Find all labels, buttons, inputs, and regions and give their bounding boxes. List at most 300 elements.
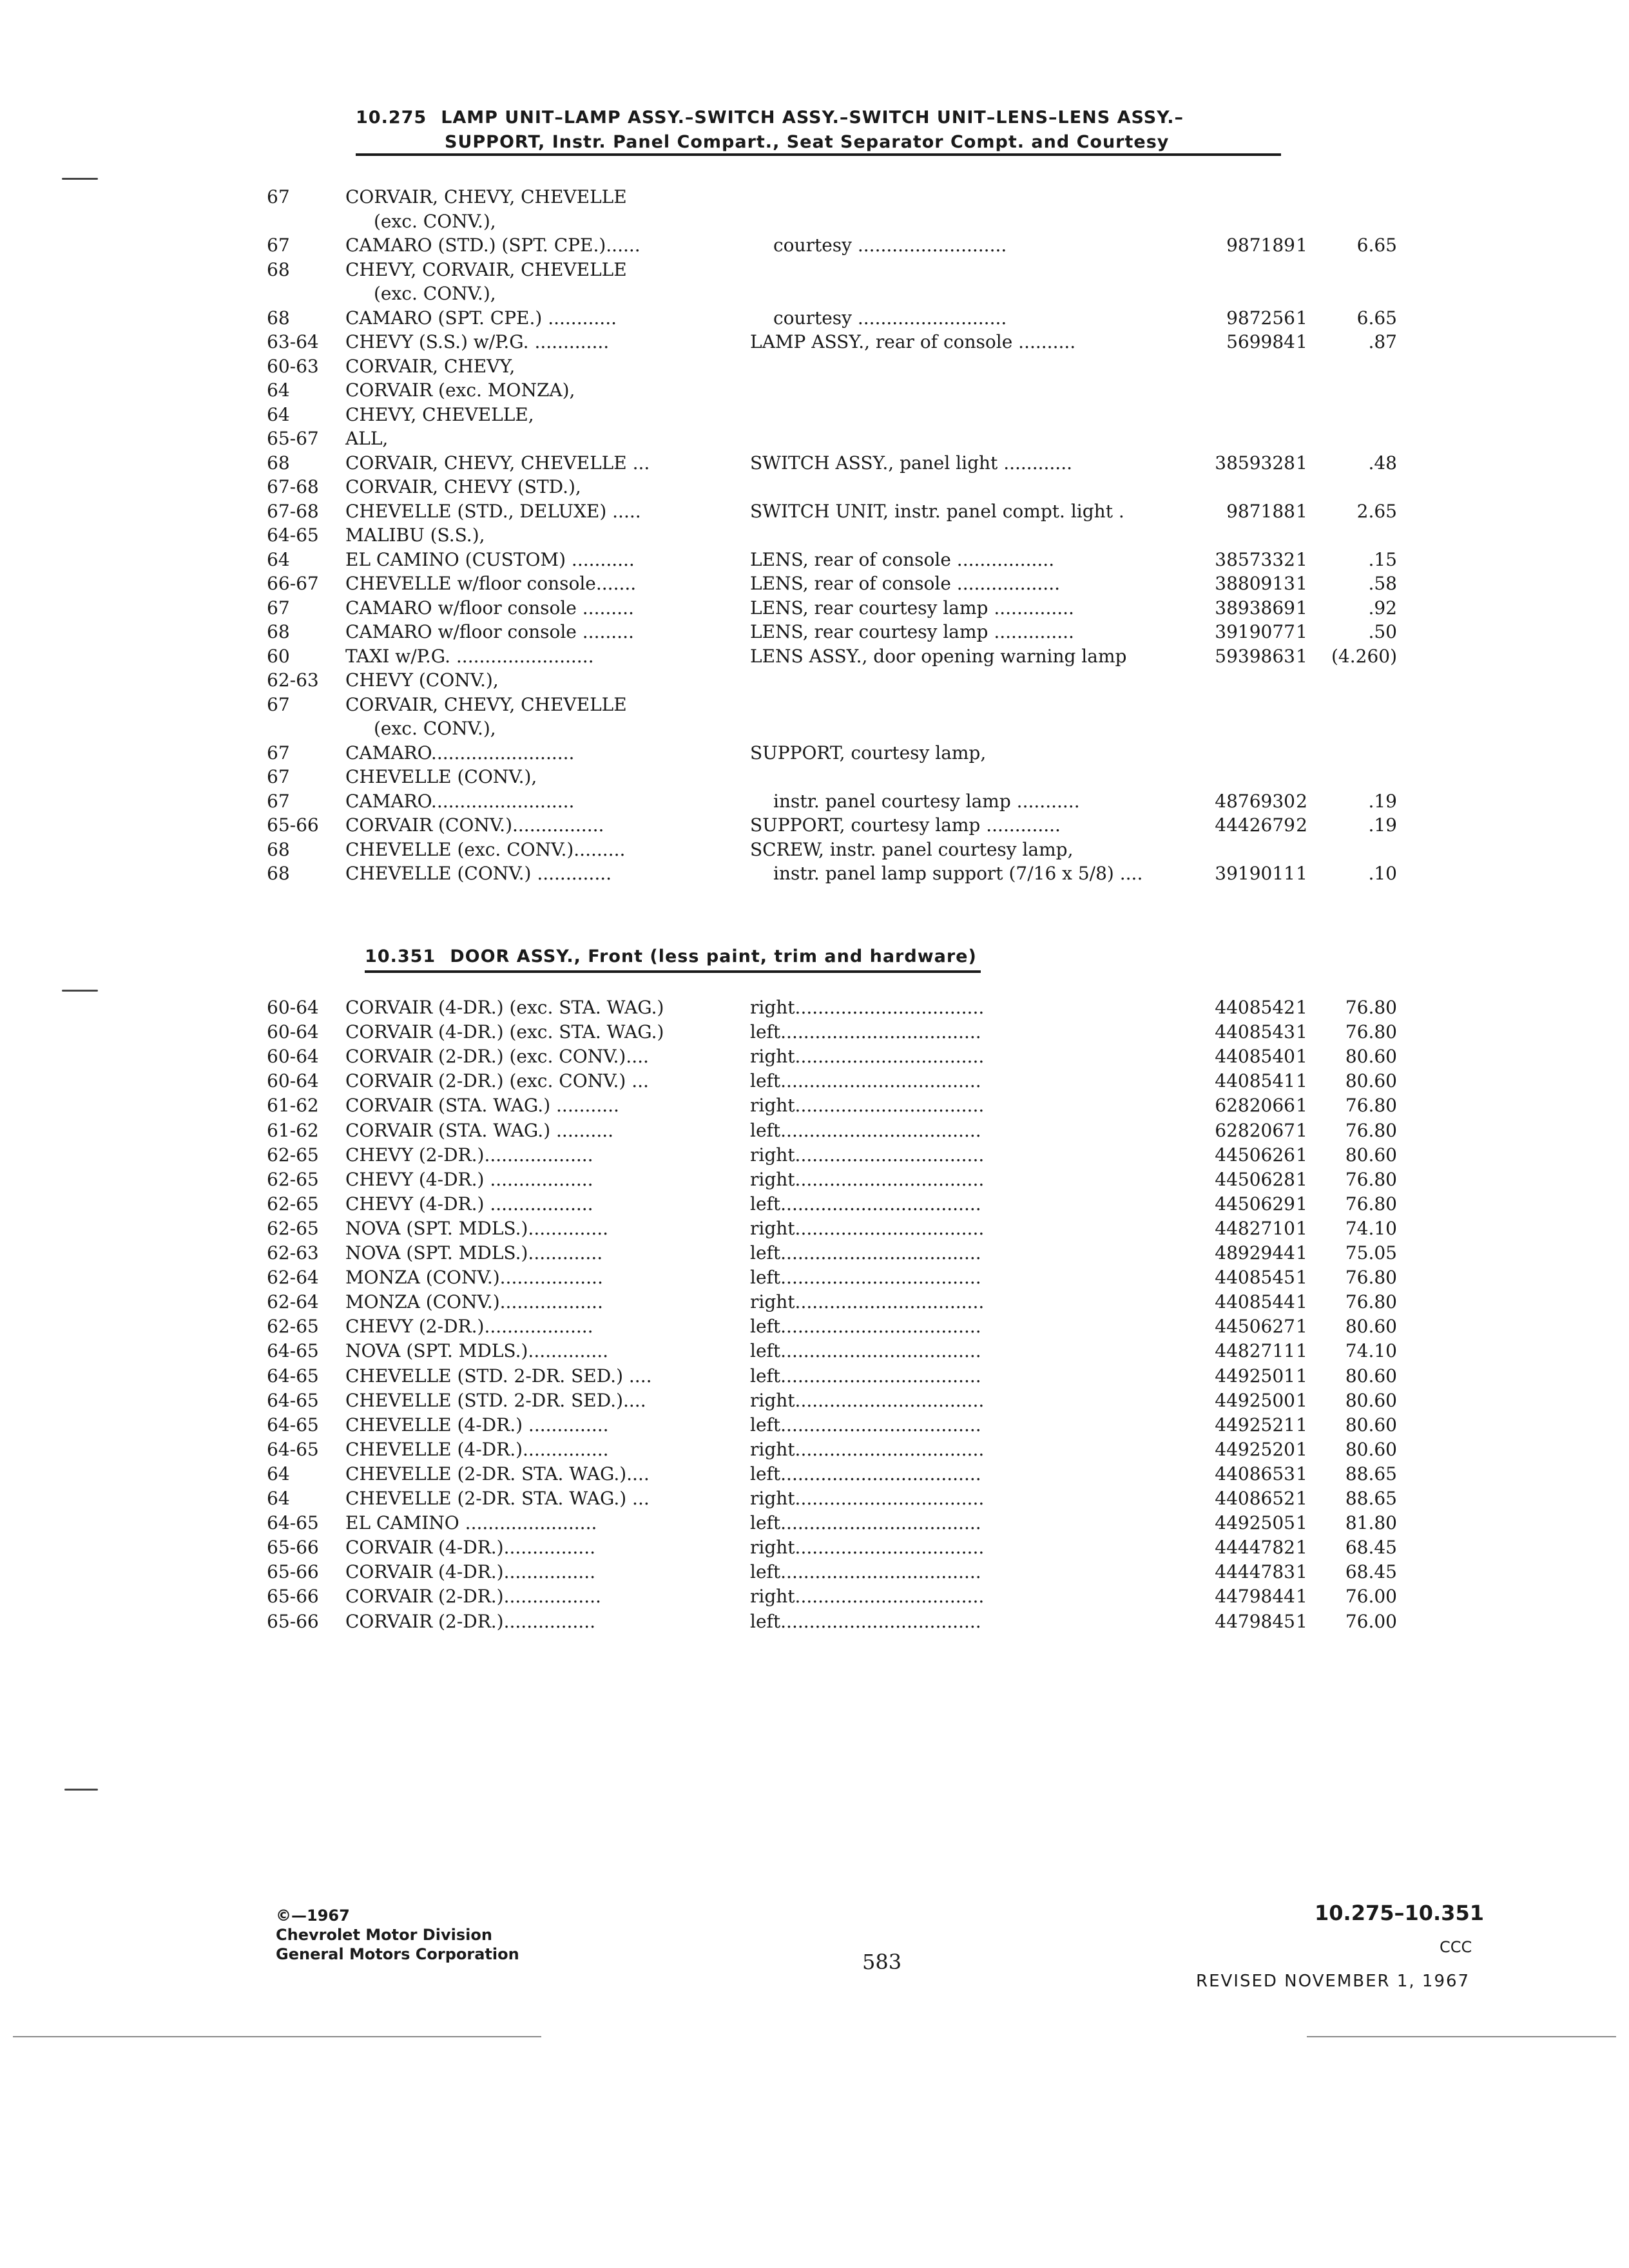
row-description: left...................................	[750, 1070, 981, 1092]
row-description: SWITCH ASSY., panel light ............	[750, 452, 1073, 474]
row-year: 64	[267, 1463, 290, 1485]
row-part-number: 6282066	[1215, 1095, 1295, 1117]
row-model: CHEVELLE (CONV.) .............	[345, 863, 612, 884]
table-row	[0, 765, 1629, 789]
row-quantity: 1	[1296, 331, 1307, 352]
row-price: 80.60	[1345, 1365, 1397, 1387]
row-model: CHEVY (4-DR.) ..................	[345, 1168, 593, 1190]
row-model: CHEVY (4-DR.) ..................	[345, 1193, 593, 1215]
table-row	[0, 1266, 1629, 1289]
row-model: CORVAIR (STA. WAG.) ..........	[345, 1119, 614, 1141]
row-quantity: 1	[1296, 1365, 1307, 1387]
table-row	[0, 814, 1629, 837]
catalog-code: CCC	[1440, 1938, 1472, 1956]
copyright: ©—1967	[276, 1907, 350, 1925]
row-model: CORVAIR, CHEVY, CHEVELLE ...	[345, 452, 650, 474]
row-year: 65-66	[267, 1561, 319, 1583]
row-model: CHEVELLE (4-DR.)...............	[345, 1438, 609, 1460]
table-row	[0, 331, 1629, 354]
cut-line	[13, 2036, 541, 2037]
row-price: .19	[1368, 814, 1397, 836]
table-row	[0, 1389, 1629, 1412]
row-year: 62-63	[267, 1242, 319, 1264]
row-price: 88.65	[1345, 1488, 1397, 1509]
table-row	[0, 693, 1629, 716]
row-quantity: 1	[1296, 1561, 1307, 1583]
row-quantity: 1	[1296, 1512, 1307, 1534]
margin-mark	[64, 1789, 98, 1791]
row-model: CHEVELLE (exc. CONV.).........	[345, 838, 626, 860]
row-part-number: 4492505	[1215, 1512, 1295, 1534]
table-row	[0, 1438, 1629, 1461]
row-model: CORVAIR (STA. WAG.) ...........	[345, 1095, 619, 1117]
row-price: .92	[1368, 597, 1397, 619]
row-year: 68	[267, 863, 290, 884]
table-row	[0, 1610, 1629, 1633]
row-part-number: 3893869	[1215, 597, 1295, 619]
row-year: 60-64	[267, 1046, 319, 1068]
row-description: instr. panel lamp support (7/16 x 5/8) ....	[773, 863, 1143, 884]
row-description: right.................................	[750, 1537, 985, 1559]
row-model: CHEVY (2-DR.)...................	[345, 1144, 593, 1166]
row-quantity: 1	[1296, 1340, 1307, 1362]
table-row	[0, 1193, 1629, 1216]
table-row	[0, 1094, 1629, 1117]
row-part-number: 4479844	[1215, 1586, 1295, 1608]
row-year: 64-65	[267, 1414, 319, 1436]
row-year: 65-67	[267, 428, 319, 449]
row-description: LAMP ASSY., rear of console ..........	[750, 331, 1076, 352]
row-model: MONZA (CONV.)..................	[345, 1267, 603, 1289]
row-model: (exc. CONV.),	[374, 210, 496, 232]
row-model: EL CAMINO (CUSTOM) ...........	[345, 548, 635, 570]
row-model: MALIBU (S.S.),	[345, 524, 485, 546]
row-year: 60-64	[267, 1021, 319, 1043]
page-number: 583	[862, 1950, 902, 1974]
row-description: left...................................	[750, 1463, 981, 1485]
table-row	[0, 1119, 1629, 1142]
row-price: 80.60	[1345, 1389, 1397, 1411]
row-quantity: 1	[1296, 1168, 1307, 1190]
row-description: LENS, rear courtesy lamp ..............	[750, 621, 1074, 642]
table-row	[0, 1463, 1629, 1486]
row-price: 6.65	[1356, 307, 1397, 329]
row-year: 68	[267, 452, 290, 474]
row-price: (4.260)	[1331, 645, 1397, 667]
row-quantity: 2	[1296, 814, 1307, 836]
row-year: 60-63	[267, 355, 319, 377]
row-price: 76.80	[1345, 1168, 1397, 1190]
table-row	[0, 1536, 1629, 1559]
row-description: right.................................	[750, 1586, 985, 1608]
row-part-number: 4408541	[1215, 1070, 1295, 1092]
row-year: 65-66	[267, 1586, 319, 1608]
table-row	[0, 1217, 1629, 1240]
row-price: 68.45	[1345, 1537, 1397, 1559]
row-part-number: 987189	[1226, 235, 1295, 256]
row-price: 76.80	[1345, 1291, 1397, 1313]
section-number: 10.351	[365, 947, 436, 966]
row-description: left...................................	[750, 1561, 981, 1583]
row-part-number: 6282067	[1215, 1119, 1295, 1141]
row-price: .48	[1368, 452, 1397, 474]
row-quantity: 1	[1296, 1119, 1307, 1141]
row-part-number: 4876930	[1215, 790, 1295, 812]
row-model: CAMARO w/floor console .........	[345, 621, 634, 642]
row-model: NOVA (SPT. MDLS.)..............	[345, 1217, 609, 1239]
row-description: courtesy ..........................	[773, 235, 1007, 256]
row-description: SCREW, instr. panel courtesy lamp,	[750, 838, 1074, 860]
row-description: left...................................	[750, 1316, 981, 1338]
row-year: 67	[267, 790, 290, 812]
row-price: 88.65	[1345, 1463, 1397, 1485]
row-model: CORVAIR (CONV.)................	[345, 814, 604, 836]
row-price: 80.60	[1345, 1414, 1397, 1436]
table-row	[0, 210, 1629, 233]
row-price: 74.10	[1345, 1340, 1397, 1362]
revision-date: REVISED NOVEMBER 1, 1967	[1196, 1972, 1470, 1991]
row-quantity: 2	[1296, 790, 1307, 812]
row-description: right.................................	[750, 1438, 985, 1460]
row-part-number: 4408545	[1215, 1267, 1295, 1289]
row-model: CHEVELLE (2-DR. STA. WAG.)....	[345, 1463, 650, 1485]
row-part-number: 987256	[1226, 307, 1295, 329]
row-quantity: 1	[1296, 1463, 1307, 1485]
table-row	[0, 1070, 1629, 1093]
row-year: 64	[267, 380, 290, 401]
row-description: left...................................	[750, 1610, 981, 1632]
row-model: CORVAIR (exc. MONZA),	[345, 380, 575, 401]
row-description: LENS, rear courtesy lamp ..............	[750, 597, 1074, 619]
table-row	[0, 1365, 1629, 1388]
row-quantity: 1	[1296, 1291, 1307, 1313]
row-price: 76.80	[1345, 1119, 1397, 1141]
row-year: 64-65	[267, 1512, 319, 1534]
table-row	[0, 186, 1629, 209]
row-quantity: 1	[1296, 548, 1307, 570]
row-description: right.................................	[750, 1095, 985, 1117]
table-row	[0, 996, 1629, 1019]
section-range: 10.275–10.351	[1315, 1901, 1484, 1925]
row-year: 62-65	[267, 1217, 319, 1239]
row-model: CORVAIR, CHEVY,	[345, 355, 516, 377]
row-quantity: 1	[1296, 1217, 1307, 1239]
table-row	[0, 1512, 1629, 1535]
row-description: courtesy ..........................	[773, 307, 1007, 329]
row-quantity: 1	[1296, 597, 1307, 619]
row-part-number: 4444783	[1215, 1561, 1295, 1583]
row-quantity: 1	[1296, 1610, 1307, 1632]
row-quantity: 1	[1296, 573, 1307, 594]
row-model: CAMARO w/floor console .........	[345, 597, 634, 619]
table-row	[0, 597, 1629, 620]
row-model: CHEVY (CONV.),	[345, 669, 499, 691]
table-row	[0, 645, 1629, 668]
row-model: (exc. CONV.),	[374, 283, 496, 304]
row-year: 65-66	[267, 814, 319, 836]
row-description: right.................................	[750, 1144, 985, 1166]
row-price: 76.80	[1345, 1267, 1397, 1289]
row-price: 81.80	[1345, 1512, 1397, 1534]
row-part-number: 4492520	[1215, 1438, 1295, 1460]
row-part-number: 4450628	[1215, 1168, 1295, 1190]
margin-mark	[62, 178, 98, 180]
row-quantity: 1	[1296, 500, 1307, 522]
row-price: 80.60	[1345, 1316, 1397, 1338]
table-row	[0, 1585, 1629, 1608]
row-quantity: 1	[1296, 1046, 1307, 1068]
row-model: CHEVELLE (STD. 2-DR. SED.)....	[345, 1389, 646, 1411]
table-row	[0, 572, 1629, 595]
row-part-number: 3880913	[1215, 573, 1295, 594]
row-year: 62-65	[267, 1193, 319, 1215]
row-description: SUPPORT, courtesy lamp .............	[750, 814, 1061, 836]
row-year: 64-65	[267, 1438, 319, 1460]
row-quantity: 1	[1296, 1070, 1307, 1092]
row-year: 60-64	[267, 1070, 319, 1092]
row-price: 76.80	[1345, 1095, 1397, 1117]
table-row	[0, 1168, 1629, 1191]
row-description: SWITCH UNIT, instr. panel compt. light .	[750, 500, 1124, 522]
row-model: CHEVELLE (STD. 2-DR. SED.) ....	[345, 1365, 652, 1387]
table-row	[0, 403, 1629, 427]
table-row	[0, 1242, 1629, 1265]
row-description: right.................................	[750, 997, 985, 1018]
row-year: 65-66	[267, 1537, 319, 1559]
row-quantity: 1	[1296, 452, 1307, 474]
row-model: CORVAIR (4-DR.) (exc. STA. WAG.)	[345, 1021, 664, 1043]
row-year: 68	[267, 838, 290, 860]
row-model: CHEVELLE (STD., DELUXE) .....	[345, 500, 641, 522]
row-description: left...................................	[750, 1414, 981, 1436]
row-part-number: 4408544	[1215, 1291, 1295, 1313]
row-part-number: 4408540	[1215, 1046, 1295, 1068]
row-model: NOVA (SPT. MDLS.)..............	[345, 1340, 609, 1362]
section-title-line1: DOOR ASSY., Front (less paint, trim and hardware)	[450, 947, 977, 966]
table-row	[0, 717, 1629, 740]
table-row	[0, 1021, 1629, 1044]
row-part-number: 4492521	[1215, 1414, 1295, 1436]
row-description: left...................................	[750, 1267, 981, 1289]
table-row	[0, 1291, 1629, 1314]
row-model: ALL,	[345, 428, 389, 449]
row-description: right.................................	[750, 1046, 985, 1068]
row-model: CORVAIR (2-DR.).................	[345, 1586, 601, 1608]
row-description: left...................................	[750, 1365, 981, 1387]
row-quantity: 1	[1296, 235, 1307, 256]
row-quantity: 1	[1296, 1144, 1307, 1166]
row-quantity: 1	[1296, 1586, 1307, 1608]
section-title-line1: LAMP UNIT–LAMP ASSY.–SWITCH ASSY.–SWITCH UNIT–LENS–LENS ASSY.–	[441, 108, 1184, 128]
table-row	[0, 307, 1629, 330]
row-price: 75.05	[1345, 1242, 1397, 1264]
row-year: 63-64	[267, 331, 319, 352]
row-price: .50	[1368, 621, 1397, 642]
row-part-number: 4479845	[1215, 1610, 1295, 1632]
row-model: CAMARO (SPT. CPE.) ............	[345, 307, 617, 329]
row-part-number: 4442679	[1215, 814, 1295, 836]
table-row	[0, 427, 1629, 450]
row-description: right.................................	[750, 1389, 985, 1411]
row-year: 62-64	[267, 1291, 319, 1313]
row-part-number: 5939863	[1215, 645, 1295, 667]
row-year: 67-68	[267, 500, 319, 522]
row-description: left...................................	[750, 1242, 981, 1264]
row-model: NOVA (SPT. MDLS.).............	[345, 1242, 603, 1264]
row-price: 68.45	[1345, 1561, 1397, 1583]
row-year: 67-68	[267, 476, 319, 497]
row-year: 64	[267, 403, 290, 425]
row-year: 64-65	[267, 1365, 319, 1387]
row-price: 80.60	[1345, 1070, 1397, 1092]
table-row	[0, 1487, 1629, 1510]
row-price: .15	[1368, 548, 1397, 570]
row-price: 80.60	[1345, 1438, 1397, 1460]
row-price: 74.10	[1345, 1217, 1397, 1239]
row-model: CHEVELLE w/floor console.......	[345, 573, 637, 594]
row-part-number: 3919077	[1215, 621, 1295, 642]
row-model: CAMARO.........................	[345, 742, 575, 764]
corporation-name: General Motors Corporation	[276, 1945, 519, 1963]
row-part-number: 4450627	[1215, 1316, 1295, 1338]
row-part-number: 3919011	[1215, 863, 1295, 884]
row-quantity: 1	[1296, 997, 1307, 1018]
row-model: CHEVELLE (4-DR.) ..............	[345, 1414, 609, 1436]
table-row	[0, 838, 1629, 861]
row-part-number: 569984	[1226, 331, 1295, 352]
table-row	[0, 452, 1629, 475]
table-row	[0, 1340, 1629, 1363]
row-price: .19	[1368, 790, 1397, 812]
table-row	[0, 1315, 1629, 1338]
row-description: LENS ASSY., door opening warning lamp	[750, 645, 1127, 667]
row-quantity: 1	[1296, 1537, 1307, 1559]
row-quantity: 1	[1296, 1316, 1307, 1338]
row-part-number: 4492500	[1215, 1389, 1295, 1411]
cut-line	[1307, 2036, 1616, 2037]
table-row	[0, 790, 1629, 813]
row-year: 65-66	[267, 1610, 319, 1632]
row-year: 62-64	[267, 1267, 319, 1289]
row-price: .58	[1368, 573, 1397, 594]
row-part-number: 4892944	[1215, 1242, 1295, 1264]
row-price: 6.65	[1356, 235, 1397, 256]
table-row	[0, 862, 1629, 885]
row-model: CORVAIR (2-DR.)................	[345, 1610, 596, 1632]
row-price: 76.00	[1345, 1586, 1397, 1608]
row-quantity: 1	[1296, 1438, 1307, 1460]
section-number: 10.275	[356, 108, 427, 128]
row-description: left...................................	[750, 1119, 981, 1141]
row-model: CHEVY, CORVAIR, CHEVELLE	[345, 258, 627, 280]
row-year: 68	[267, 258, 290, 280]
row-year: 60-64	[267, 997, 319, 1018]
row-year: 68	[267, 621, 290, 642]
row-quantity: 1	[1296, 307, 1307, 329]
row-description: SUPPORT, courtesy lamp,	[750, 742, 987, 764]
row-model: CAMARO.........................	[345, 790, 575, 812]
row-part-number: 4444782	[1215, 1537, 1295, 1559]
row-year: 67	[267, 235, 290, 256]
row-model: CORVAIR, CHEVY, CHEVELLE	[345, 186, 627, 207]
row-part-number: 4408542	[1215, 997, 1295, 1018]
row-part-number: 4482710	[1215, 1217, 1295, 1239]
row-part-number: 4408543	[1215, 1021, 1295, 1043]
row-part-number: 4408652	[1215, 1488, 1295, 1509]
row-year: 67	[267, 742, 290, 764]
row-model: CHEVELLE (2-DR. STA. WAG.) ...	[345, 1488, 650, 1509]
row-model: TAXI w/P.G. ........................	[345, 645, 594, 667]
row-year: 64	[267, 548, 290, 570]
row-part-number: 4492501	[1215, 1365, 1295, 1387]
row-year: 68	[267, 307, 290, 329]
row-model: CORVAIR (4-DR.)................	[345, 1537, 596, 1559]
row-price: 2.65	[1356, 500, 1397, 522]
table-row	[0, 355, 1629, 378]
row-model: CORVAIR (4-DR.)................	[345, 1561, 596, 1583]
row-description: right.................................	[750, 1217, 985, 1239]
row-description: left...................................	[750, 1021, 981, 1043]
row-year: 67	[267, 693, 290, 715]
row-price: 80.60	[1345, 1046, 1397, 1068]
row-year: 62-65	[267, 1144, 319, 1166]
row-year: 64-65	[267, 524, 319, 546]
row-description: right.................................	[750, 1488, 985, 1509]
row-price: 76.80	[1345, 997, 1397, 1018]
row-model: CORVAIR (4-DR.) (exc. STA. WAG.)	[345, 997, 664, 1018]
row-description: right.................................	[750, 1291, 985, 1313]
row-model: CHEVELLE (CONV.),	[345, 766, 537, 787]
row-quantity: 1	[1296, 645, 1307, 667]
row-quantity: 1	[1296, 1193, 1307, 1215]
row-quantity: 1	[1296, 1021, 1307, 1043]
row-description: left...................................	[750, 1340, 981, 1362]
row-model: CORVAIR (2-DR.) (exc. CONV.)....	[345, 1046, 649, 1068]
row-description: instr. panel courtesy lamp ...........	[773, 790, 1080, 812]
row-year: 64-65	[267, 1389, 319, 1411]
row-year: 61-62	[267, 1119, 319, 1141]
row-year: 64	[267, 1488, 290, 1509]
table-row	[0, 1144, 1629, 1167]
table-row	[0, 258, 1629, 282]
row-model: CORVAIR (2-DR.) (exc. CONV.) ...	[345, 1070, 649, 1092]
row-year: 62-65	[267, 1316, 319, 1338]
row-model: CAMARO (STD.) (SPT. CPE.)......	[345, 235, 641, 256]
table-row	[0, 282, 1629, 305]
row-year: 64-65	[267, 1340, 319, 1362]
row-year: 67	[267, 766, 290, 787]
row-quantity: 1	[1296, 1389, 1307, 1411]
row-model: CORVAIR, CHEVY (STD.),	[345, 476, 581, 497]
row-part-number: 4450626	[1215, 1144, 1295, 1166]
row-year: 67	[267, 597, 290, 619]
table-row	[0, 234, 1629, 257]
row-part-number: 3859328	[1215, 452, 1295, 474]
row-year: 62-63	[267, 669, 319, 691]
table-row	[0, 524, 1629, 547]
row-price: .87	[1368, 331, 1397, 352]
row-part-number: 4450629	[1215, 1193, 1295, 1215]
row-model: CHEVY, CHEVELLE,	[345, 403, 534, 425]
publisher-block	[276, 1906, 519, 1964]
division-name: Chevrolet Motor Division	[276, 1926, 492, 1944]
row-description: LENS, rear of console .................	[750, 548, 1055, 570]
row-quantity: 1	[1296, 1267, 1307, 1289]
row-model: EL CAMINO .......................	[345, 1512, 597, 1534]
row-quantity: 1	[1296, 1242, 1307, 1264]
section-title-line2: SUPPORT, Instr. Panel Compart., Seat Separator Compt. and Courtesy	[445, 132, 1170, 152]
row-price: .10	[1368, 863, 1397, 884]
